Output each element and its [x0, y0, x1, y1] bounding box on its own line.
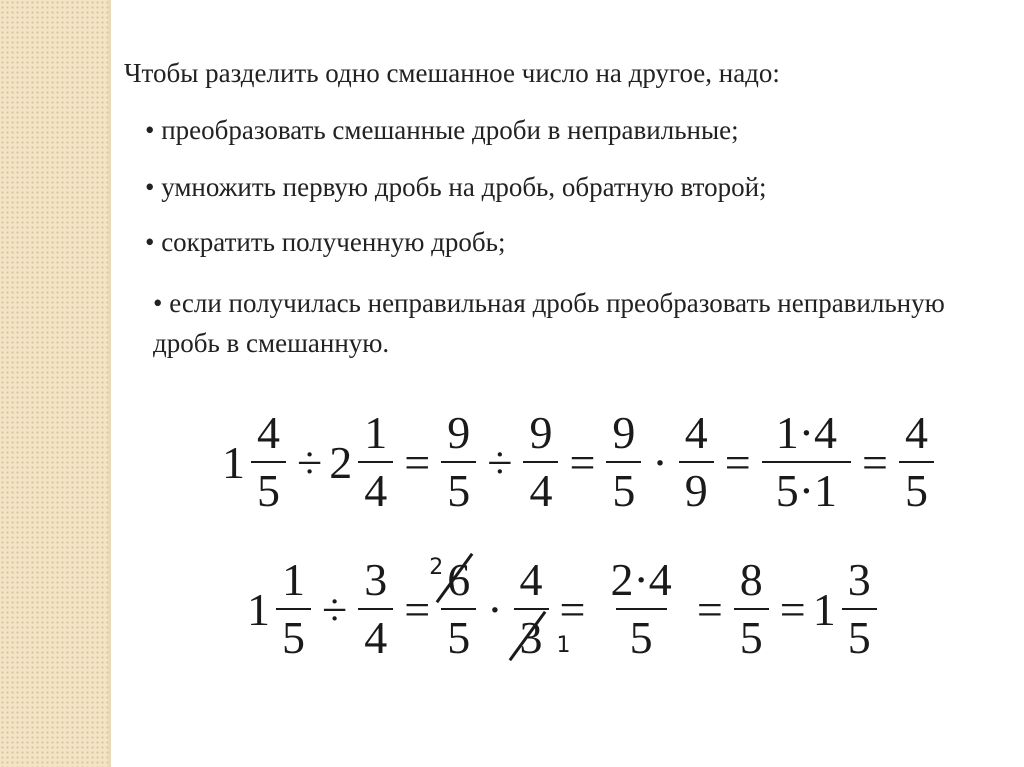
numerator: 1·4	[775, 407, 838, 458]
equals-sign: =	[779, 583, 806, 635]
numerator: 2·4	[610, 554, 672, 605]
denominator: 5	[899, 461, 934, 519]
multiply-dot: ·	[652, 436, 668, 488]
fraction	[429, 552, 476, 666]
mixed-whole: 1	[247, 583, 270, 635]
numerator: 8	[739, 554, 763, 605]
denominator: 5	[616, 608, 667, 666]
rule-item-3: • сократить полученную дробь;	[145, 227, 506, 257]
numerator-value: 6	[447, 554, 471, 605]
reduced-value: 1	[556, 633, 571, 658]
denominator: 5	[441, 608, 476, 666]
cancelled-denominator	[514, 608, 571, 666]
denominator: 5	[842, 608, 877, 666]
example-2-equation	[247, 552, 881, 666]
rule-item-1: • преобразовать смешанные дроби в неправильные;	[145, 115, 739, 145]
fraction	[276, 552, 311, 666]
denominator: 5	[276, 608, 311, 666]
equals-sign: =	[559, 583, 586, 635]
decorative-side-strip	[0, 0, 108, 767]
rule-item-2: • умножить первую дробь на дробь, обратную второй;	[145, 172, 767, 202]
fraction	[523, 405, 558, 519]
divide-sign: ÷	[322, 583, 348, 635]
denominator: 5·1	[762, 461, 851, 519]
numerator: 9	[447, 407, 471, 458]
numerator: 4	[257, 407, 280, 458]
denominator: 5	[734, 608, 769, 666]
numerator: 4	[684, 407, 708, 458]
reduced-value: 2	[429, 555, 444, 580]
equals-sign: =	[404, 436, 431, 488]
fraction	[679, 405, 714, 519]
numerator: 1	[364, 407, 388, 458]
cancelled-numerator	[429, 552, 476, 608]
denominator: 4	[523, 461, 558, 519]
equals-sign: =	[569, 436, 596, 488]
mixed-whole: 1	[222, 436, 245, 488]
example-1-equation	[222, 405, 938, 519]
fraction	[762, 405, 851, 519]
numerator: 3	[847, 554, 871, 605]
fraction	[734, 552, 769, 666]
equals-sign: =	[696, 583, 723, 635]
intro-text: Чтобы разделить одно смешанное число на другое, надо:	[124, 58, 780, 88]
denominator: 5	[441, 461, 476, 519]
fraction	[441, 405, 476, 519]
side-strip-border	[108, 0, 111, 767]
numerator: 4	[519, 554, 543, 605]
fraction	[251, 405, 286, 519]
denominator: 4	[358, 461, 393, 519]
fraction	[899, 405, 934, 519]
fraction	[358, 405, 393, 519]
denominator: 5	[606, 461, 641, 519]
numerator: 9	[612, 407, 636, 458]
fraction	[842, 552, 877, 666]
rule-item-4: • если получилась неправильная дробь преобразовать неправильную дробь в смешанную.	[153, 288, 945, 358]
divide-sign: ÷	[487, 436, 513, 488]
fraction	[358, 552, 393, 666]
divide-sign: ÷	[297, 436, 323, 488]
fraction	[596, 552, 685, 666]
fraction	[606, 405, 641, 519]
denominator: 5	[251, 461, 286, 519]
numerator: 1	[282, 554, 305, 605]
denominator: 9	[679, 461, 714, 519]
numerator: 4	[904, 407, 928, 458]
equals-sign: =	[404, 583, 431, 635]
numerator: 3	[364, 554, 388, 605]
fraction	[514, 552, 571, 666]
mixed-whole: 2	[329, 436, 353, 488]
denominator: 4	[358, 608, 393, 666]
multiply-dot: ·	[487, 583, 503, 635]
equals-sign: =	[724, 436, 751, 488]
mixed-whole: 1	[812, 583, 836, 635]
equals-sign: =	[862, 436, 888, 488]
numerator: 9	[529, 407, 553, 458]
denominator-value: 3	[519, 612, 543, 663]
